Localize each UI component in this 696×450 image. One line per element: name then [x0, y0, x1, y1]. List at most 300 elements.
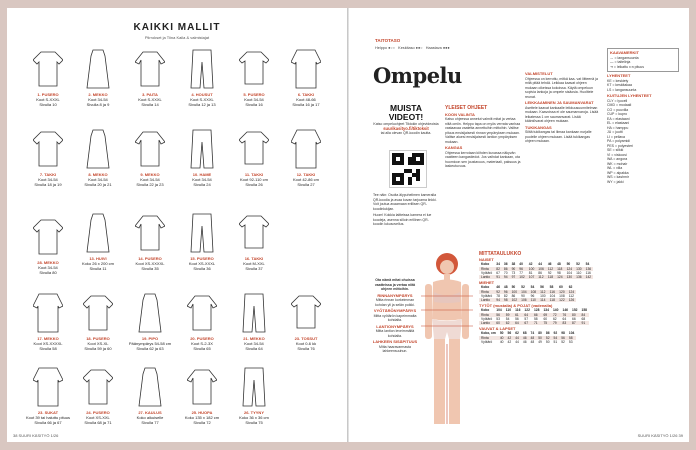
body-figure-illustration [421, 244, 473, 434]
model-number: 6. TAKKI [297, 92, 315, 97]
table-cell: 66 [532, 313, 542, 317]
qr-code[interactable] [390, 151, 426, 187]
table-header-cell: 46 [496, 285, 500, 290]
table-cell: 46 [522, 335, 527, 340]
table-cell: Vyötärö [481, 316, 493, 321]
list-item: VI = viskoosi [607, 152, 627, 157]
table-cell: 94 [503, 275, 508, 280]
list-item: KE = keskiety [607, 78, 629, 83]
table-cell: 104 [566, 270, 573, 275]
model-card [227, 292, 281, 351]
garment-sketch-icon [33, 48, 63, 90]
model-card [227, 128, 281, 187]
model-page: Sivulla 16 [245, 102, 263, 107]
promo-sub: tai alla olevan QR-koodin kautta. [380, 131, 432, 135]
model-card [279, 48, 333, 107]
table-cell: 78 [496, 293, 500, 298]
table-header-cell: 48 [557, 262, 561, 267]
table-row [479, 275, 593, 279]
model-card [175, 292, 229, 351]
garment-sketch-icon [135, 292, 165, 334]
garment-sketch-icon [187, 212, 217, 254]
table-header-cell: 152 [572, 308, 578, 313]
model-size: Koot 42-86 cm [292, 177, 319, 182]
table-cell: 57 [524, 316, 529, 321]
measure-text: Mitta lantion leveimmältä kohdalta. [375, 329, 415, 338]
model-page: Sivulla 72 [193, 420, 211, 425]
model-number: 25. HUOPA [191, 410, 213, 415]
table-cell: 83 [560, 321, 570, 325]
table-cell: 64 [562, 316, 567, 321]
measure-text: Mitta vyötärön kapeimmalta kohdalta. [373, 313, 417, 322]
model-page: Sivulla 75 [245, 420, 263, 425]
model-page: Sivulla 65 [193, 346, 211, 351]
section-brand: Ompelu [373, 63, 462, 88]
model-card [279, 292, 333, 351]
table-header-cell: 44 [538, 262, 542, 267]
model-page: Sivulla 16 ja 17 [292, 102, 320, 107]
model-number: 14. PUSERO [138, 256, 162, 261]
table-cell: 102 [511, 298, 518, 303]
table-cell: 54 [505, 316, 510, 321]
model-card [71, 212, 125, 271]
measure-label: LAHKEEN SISÄPITUUS [372, 339, 418, 344]
table-cell: 62 [504, 321, 513, 325]
table-cell: Vyötärö [481, 293, 493, 298]
table-header-cell: 62 [515, 331, 519, 336]
table-cell: 80 [570, 313, 580, 317]
table-header-cell: 36 [503, 262, 508, 267]
text-valmistelut: Ohjeessa on kerrottu, mitkä kaa- vat liitteenä ja mitä pitää tehdä. Leikkaa kaavat ohjeen mukaan oikeissa kokoissa. Käytä ompeluun sopivia lankoja ja ompele sisäosia. Huolitele reunat. [525, 76, 598, 99]
table-cell: 106 [521, 298, 527, 303]
table-cell: 112 [536, 275, 546, 279]
table-cell: 68 [581, 316, 586, 321]
table-header-cell: 86 [545, 331, 550, 336]
table-cell: 96 [503, 289, 508, 294]
table-cell: 100 [528, 266, 535, 271]
table-cell: 100 [511, 289, 518, 294]
model-number: 9. MEKKO [140, 172, 160, 177]
model-page: Sivulla 27 [297, 182, 315, 187]
table-header-cell: 48 [503, 285, 508, 290]
garment-sketch-icon [83, 212, 113, 254]
table-cell: 79 [551, 321, 561, 325]
table-header-cell: 92 [553, 331, 558, 336]
left-page [7, 8, 347, 442]
abbr-list [607, 79, 679, 93]
model-number: 18. PUSERO [86, 336, 110, 341]
model-page: Sivulla 59 ja 60 [84, 346, 112, 351]
table-cell: 49 [538, 339, 542, 344]
table-cell: Lantio [479, 321, 494, 325]
table-cell: 66 [572, 316, 576, 321]
table-cell: 97 [511, 275, 516, 280]
table-cell: 54 [553, 335, 558, 340]
model-card [71, 48, 125, 107]
garment-sketch-icon [33, 128, 63, 170]
model-number: 4. HOUSUT [191, 92, 213, 97]
list-item: WS = kashmir [607, 175, 629, 179]
table-cell: 70 [503, 270, 508, 275]
general-title: YLEISET OHJEET [445, 105, 488, 111]
table-kids [479, 308, 589, 325]
table-cell: 96 [530, 293, 535, 298]
legend-item: ↔ = langansuunta [610, 55, 639, 60]
garment-sketch-icon [187, 48, 217, 90]
model-card [123, 212, 177, 271]
table-header-cell: 80 [538, 331, 542, 336]
table-cell: 114 [538, 298, 548, 302]
model-size: Koot 34-54 [38, 177, 58, 182]
model-page: Sivulla 22 ja 23 [136, 182, 164, 187]
right-page [349, 8, 689, 442]
table-men-title: MIEHET [479, 280, 495, 286]
table-header-cell: 116 [515, 308, 521, 313]
table-baby-title: VAUVAT & LAPSET [479, 326, 516, 332]
table-header-cell: 134 [543, 308, 549, 313]
model-size: Koot 34-54 [140, 177, 160, 182]
model-number: 15. PUSERO [190, 256, 214, 261]
page-subtitle: Piirrokset ja Tiina Kaila & valmistajat [144, 35, 210, 40]
model-page: Sivulla 11 [89, 266, 107, 271]
model-size: Koko 135 x 182 cm [184, 415, 220, 420]
legend-item: ⇥ = leikattu x:n pituus [610, 64, 644, 69]
promo-block [373, 104, 439, 136]
table-cell: 136 [576, 275, 582, 280]
list-item: SE = silkki [607, 148, 624, 152]
model-size: Koot XS-XXL [86, 415, 110, 420]
table-cell: 86 [503, 266, 508, 271]
legend-item: — = taitelinja [610, 60, 631, 64]
promo-text: Katso ompeluohjeet Tiktokin ohjevideoista [373, 122, 439, 126]
legend-title: KAAVAMERKIT [610, 50, 639, 55]
table-kids-title: TYTÖT (mustalla) & POJAT (vadenalla) [479, 303, 553, 309]
list-item: WA = angora [607, 157, 628, 161]
table-cell: 108 [559, 293, 565, 298]
table-cell: Vyötärö [481, 270, 493, 275]
garment-sketch-icon [239, 48, 269, 90]
table-cell: 82 [503, 293, 508, 298]
table-cell: 72 [551, 313, 561, 317]
model-size: Koot 0-6 kk [295, 341, 317, 346]
model-size: Koot XS-XL [87, 341, 109, 346]
text-tukikangas: Silitä tukikangas tai liimaa kankaan nurjalle puolelle ohjeen mukaan. Lisää tukikangas ohjeen mukaan. [525, 130, 592, 143]
promo-link[interactable]: suurikasityo.fi/tiktoksit [383, 125, 429, 131]
table-cell: 92 [496, 289, 500, 294]
measure-text: Mitta rinnan korkeimman kohdan yli ja selän poikki. [375, 298, 415, 307]
model-card [71, 128, 125, 187]
table-cell: 42 [507, 335, 512, 340]
model-size: Koot 34-54 [88, 97, 108, 102]
model-page: Sivulla 36 [193, 266, 211, 271]
text-kangas: Ohjeessa kerrotaan kiihden kuvassa näkyvän vaatteen kangastiedot. Jos vaihdat kankaan, ota huomioon sen joustavuus, materiaali, paksuus ja laskeutuvuus. [445, 150, 521, 168]
table-cell: 116 [548, 290, 558, 294]
table-header-cell: 104 [568, 331, 575, 336]
table-header-cell: 50 [566, 262, 571, 267]
table-cell: 116 [585, 270, 591, 275]
table-header-cell: 122 [524, 308, 530, 313]
model-size: Koot XS-XXXXL [33, 341, 63, 346]
model-number: 7. TAKKI [39, 172, 57, 177]
model-card [175, 128, 229, 187]
model-number: 1. PUSERO [37, 92, 59, 97]
table-men [479, 285, 576, 302]
model-card [227, 212, 281, 271]
table-header-cell: 62 [568, 285, 573, 290]
model-card [21, 128, 75, 187]
table-header-cell: 60 [559, 285, 563, 290]
table-header-cell: 74 [530, 331, 535, 336]
table-cell: 82 [496, 266, 500, 271]
table-header-cell: 52 [576, 262, 580, 267]
table-cell: 46 [522, 339, 527, 344]
table-cell: 120 [559, 289, 565, 294]
model-size: Koot XS-XXXXL [135, 261, 165, 266]
heading-valmistelut: VALMISTELUT [525, 71, 553, 76]
table-cell: 56 [494, 313, 504, 317]
model-number: 2. MEKKO [88, 92, 108, 97]
table-cell: Rinta [479, 267, 494, 271]
list-item: PES = polyesteri [607, 143, 633, 148]
level-hard: Haastava [425, 46, 442, 50]
list-item: CMD = modaali [607, 103, 632, 107]
table-header-cell: 56 [507, 331, 512, 336]
measure-notes [371, 278, 419, 354]
abbr-title: LYHENTEET [607, 73, 631, 78]
table-cell: 53 [568, 339, 573, 344]
model-card [21, 366, 75, 425]
table-header-cell: 110 [505, 308, 512, 313]
model-page: Sivulla 18 ja 19 [34, 182, 62, 187]
page-footer-right: SUURI KÄSITYÖ 1/26 39 [637, 433, 683, 438]
garment-sketch-icon [135, 212, 165, 254]
table-cell: 91 [496, 275, 500, 280]
table-cell: 44 [515, 339, 519, 344]
model-card [123, 366, 177, 425]
table-cell: Vyötärö [481, 339, 493, 344]
list-item: WP = alpakka [607, 170, 629, 175]
model-number: 23. TOSSUT [294, 336, 318, 341]
table-cell: 130 [576, 266, 582, 271]
garment-sketch-icon [83, 366, 113, 408]
model-card [227, 48, 281, 107]
table-header-cell: 104 [496, 308, 502, 313]
model-card [175, 366, 229, 425]
table-cell: 77 [519, 270, 523, 275]
table-cell: 108 [530, 289, 537, 294]
table-cell: 86 [538, 270, 542, 275]
list-item: WK = mohair [607, 161, 628, 166]
table-cell: 73 [511, 270, 516, 275]
promo-title: MUISTA VIDEOT! [388, 103, 424, 122]
model-size: Koot 39 tai haluttu pituus [25, 415, 71, 420]
model-page: Sivulla 37 [245, 266, 263, 271]
garment-sketch-icon [239, 212, 269, 254]
garment-sketch-icon [33, 292, 63, 334]
table-cell: 56 [515, 316, 519, 321]
table-header-cell: 128 [533, 308, 540, 313]
model-size: Koot S-2-3X [191, 341, 213, 346]
model-number: 28. MEKKO [37, 260, 59, 265]
table-cell: 126 [568, 298, 575, 303]
model-page: Sivulla 20 ja 21 [84, 182, 112, 187]
list-item: LI = pellava [607, 134, 625, 139]
legend-column [607, 48, 679, 184]
table-cell: 62 [552, 316, 557, 321]
table-baby [479, 331, 576, 344]
model-size: Koot 34-54 [244, 97, 264, 102]
model-page: Sivulla 77 [141, 420, 159, 425]
heading-kangas: KANGAS [445, 145, 463, 150]
table-cell: 98 [557, 270, 561, 275]
measure-title: Ota nämä mitat ohuissa vaatteissa ja vertaa niitä ohjeen mittoihin. [374, 278, 416, 291]
table-cell: 53 [496, 316, 500, 321]
qr-note: Huom! Kokkia laitteissa kamera ei lue koodeja, asenna silloin erillinen QR-koodin lukusovellus. [373, 213, 432, 226]
table-header-cell: 98 [561, 331, 565, 336]
table-cell: 58 [567, 336, 577, 340]
table-cell: 81 [528, 270, 533, 275]
table-header-cell: Koko, cm [481, 331, 496, 336]
table-cell: 136 [585, 266, 592, 271]
qr-help [373, 193, 439, 227]
table-header-cell: 38 [511, 262, 516, 267]
table-header-cell: 56 [540, 285, 544, 290]
garment-sketch-icon [187, 366, 217, 408]
table-cell: 67 [522, 321, 532, 325]
model-card [71, 366, 125, 425]
model-number: 20. PUSERO [190, 336, 214, 341]
table-cell: 92 [547, 270, 552, 275]
list-item: CO = puuvilla [607, 107, 629, 112]
list-item: KT = keskitakaa [607, 83, 632, 87]
textile-title: KUITUJEN LYHENTEET [607, 93, 652, 98]
skill-level-title: TAITOTASO [375, 38, 401, 43]
model-card [21, 292, 75, 351]
table-cell: 42 [507, 339, 512, 344]
table-header-cell: 146 [562, 308, 568, 313]
table-cell: 40 [499, 339, 504, 344]
garment-sketch-icon [239, 366, 269, 408]
table-cell: 52 [545, 335, 550, 340]
list-item: HA = hamppu [607, 125, 629, 130]
table-header-cell: 52 [521, 285, 525, 290]
table-cell: 40 [499, 335, 504, 340]
model-size: Koot S-XXXL [36, 97, 60, 102]
table-cell: Lantio [479, 298, 494, 302]
table-cell: 58 [533, 316, 538, 321]
table-cell: 48 [530, 339, 535, 344]
model-page: Sivulla 14 [141, 102, 159, 107]
table-header-cell: Koko [481, 285, 490, 290]
table-cell: 69 [541, 313, 551, 317]
table-cell: 112 [538, 290, 548, 294]
table-cell: 124 [557, 275, 563, 280]
garment-sketch-icon [33, 216, 63, 258]
list-item: LS = langansuunta [607, 87, 637, 92]
model-number: 10. HAME [192, 172, 212, 177]
section-label-left: OHJEET [12, 8, 37, 13]
table-header-cell: 40 [519, 262, 523, 267]
table-title: MITTATAULUKKO [479, 251, 522, 257]
table-cell: 104 [521, 289, 527, 294]
model-card [227, 366, 281, 425]
model-page: Sivulla 66 ja 67 [34, 420, 62, 425]
general-instructions-1 [445, 104, 521, 169]
textile-list [607, 99, 679, 185]
heading-leikkaaminen: LEIKKAAMINEN JA SAUMANVARAT [525, 100, 594, 105]
table-cell: 50 [545, 339, 550, 344]
table-cell: 110 [576, 270, 582, 275]
model-size: Koko aikuiselle [136, 415, 164, 420]
model-size: Koot S-XXXL [138, 97, 162, 102]
text-koon: Katso ohjeessa annetut valmiit mitat ja vertaa niitä omiin. Helppo tapa on myös verrata vanhaa vastaavaa vaatetta annettuihin mittoihin. Valitse pituus ensisijaisesti rinnan ympäryksen mukaan. Valitse aluesi ensisijaisesti lantion ympäryksen mukaan. [445, 117, 521, 144]
model-size: Koot 92-110 cm [240, 177, 268, 182]
model-card [175, 212, 229, 271]
garment-sketch-icon [291, 128, 321, 170]
table-cell: 67 [496, 270, 500, 275]
table-cell: 86 [511, 293, 516, 298]
table-cell: 59 [504, 313, 513, 317]
size-tables [479, 252, 684, 344]
table-cell: 94 [496, 298, 500, 303]
model-number: 21. MEKKO [243, 336, 265, 341]
garment-sketch-icon [239, 292, 269, 334]
table-header-cell: 68 [522, 331, 527, 336]
model-number: 26. TYYNY [243, 410, 264, 415]
model-size: Koko 26 x 200 cm [81, 261, 115, 266]
model-page: Sivulla 68 ja 71 [84, 420, 112, 425]
measure-label: LANTIONYMPÄRYS [376, 323, 414, 329]
table-cell: 90 [511, 266, 516, 271]
model-card [21, 216, 75, 275]
table-cell: Lantio [479, 275, 494, 279]
garment-sketch-icon [135, 128, 165, 170]
list-item: EA = elastaani [607, 116, 630, 121]
table-cell: 102 [519, 275, 525, 280]
general-instructions-2 [525, 70, 599, 144]
model-page: Sivulla 26 [245, 182, 263, 187]
table-cell: 118 [555, 267, 565, 271]
table-cell: 118 [547, 275, 554, 280]
model-size: Koot 34-54 [192, 177, 212, 182]
table-cell: 60 [543, 316, 548, 321]
table-cell: 130 [566, 275, 573, 280]
garment-sketch-icon [135, 48, 165, 90]
model-page: Sivulla 35 [141, 266, 159, 271]
garment-sketch-icon [291, 48, 321, 90]
model-number: 24. PUSERO [86, 410, 110, 415]
garment-sketch-icon [83, 128, 113, 170]
level-easy: Helppo [375, 46, 388, 50]
model-page: Sivulla 80 [39, 270, 57, 275]
table-cell: Rinta [479, 313, 494, 317]
table-cell: 75 [541, 321, 551, 325]
table-cell: 44 [515, 335, 519, 340]
model-number: 13. HUIVI [89, 256, 107, 261]
table-cell: 64 [522, 313, 532, 317]
table-cell: 104 [549, 293, 556, 298]
table-header-cell: 54 [530, 285, 535, 290]
garment-sketch-icon [83, 292, 113, 334]
table-header-cell: 158 [581, 308, 588, 313]
model-size: Koot 48-66 [296, 97, 316, 102]
measure-label: RINNANYMPÄRYS [377, 292, 413, 298]
model-number: 17. MEKKO [37, 336, 59, 341]
model-card [123, 292, 177, 351]
pattern-marks-box [607, 48, 679, 72]
model-page: Sivulla 12 ja 13 [188, 102, 216, 107]
list-item: JU = juutti [607, 130, 623, 134]
